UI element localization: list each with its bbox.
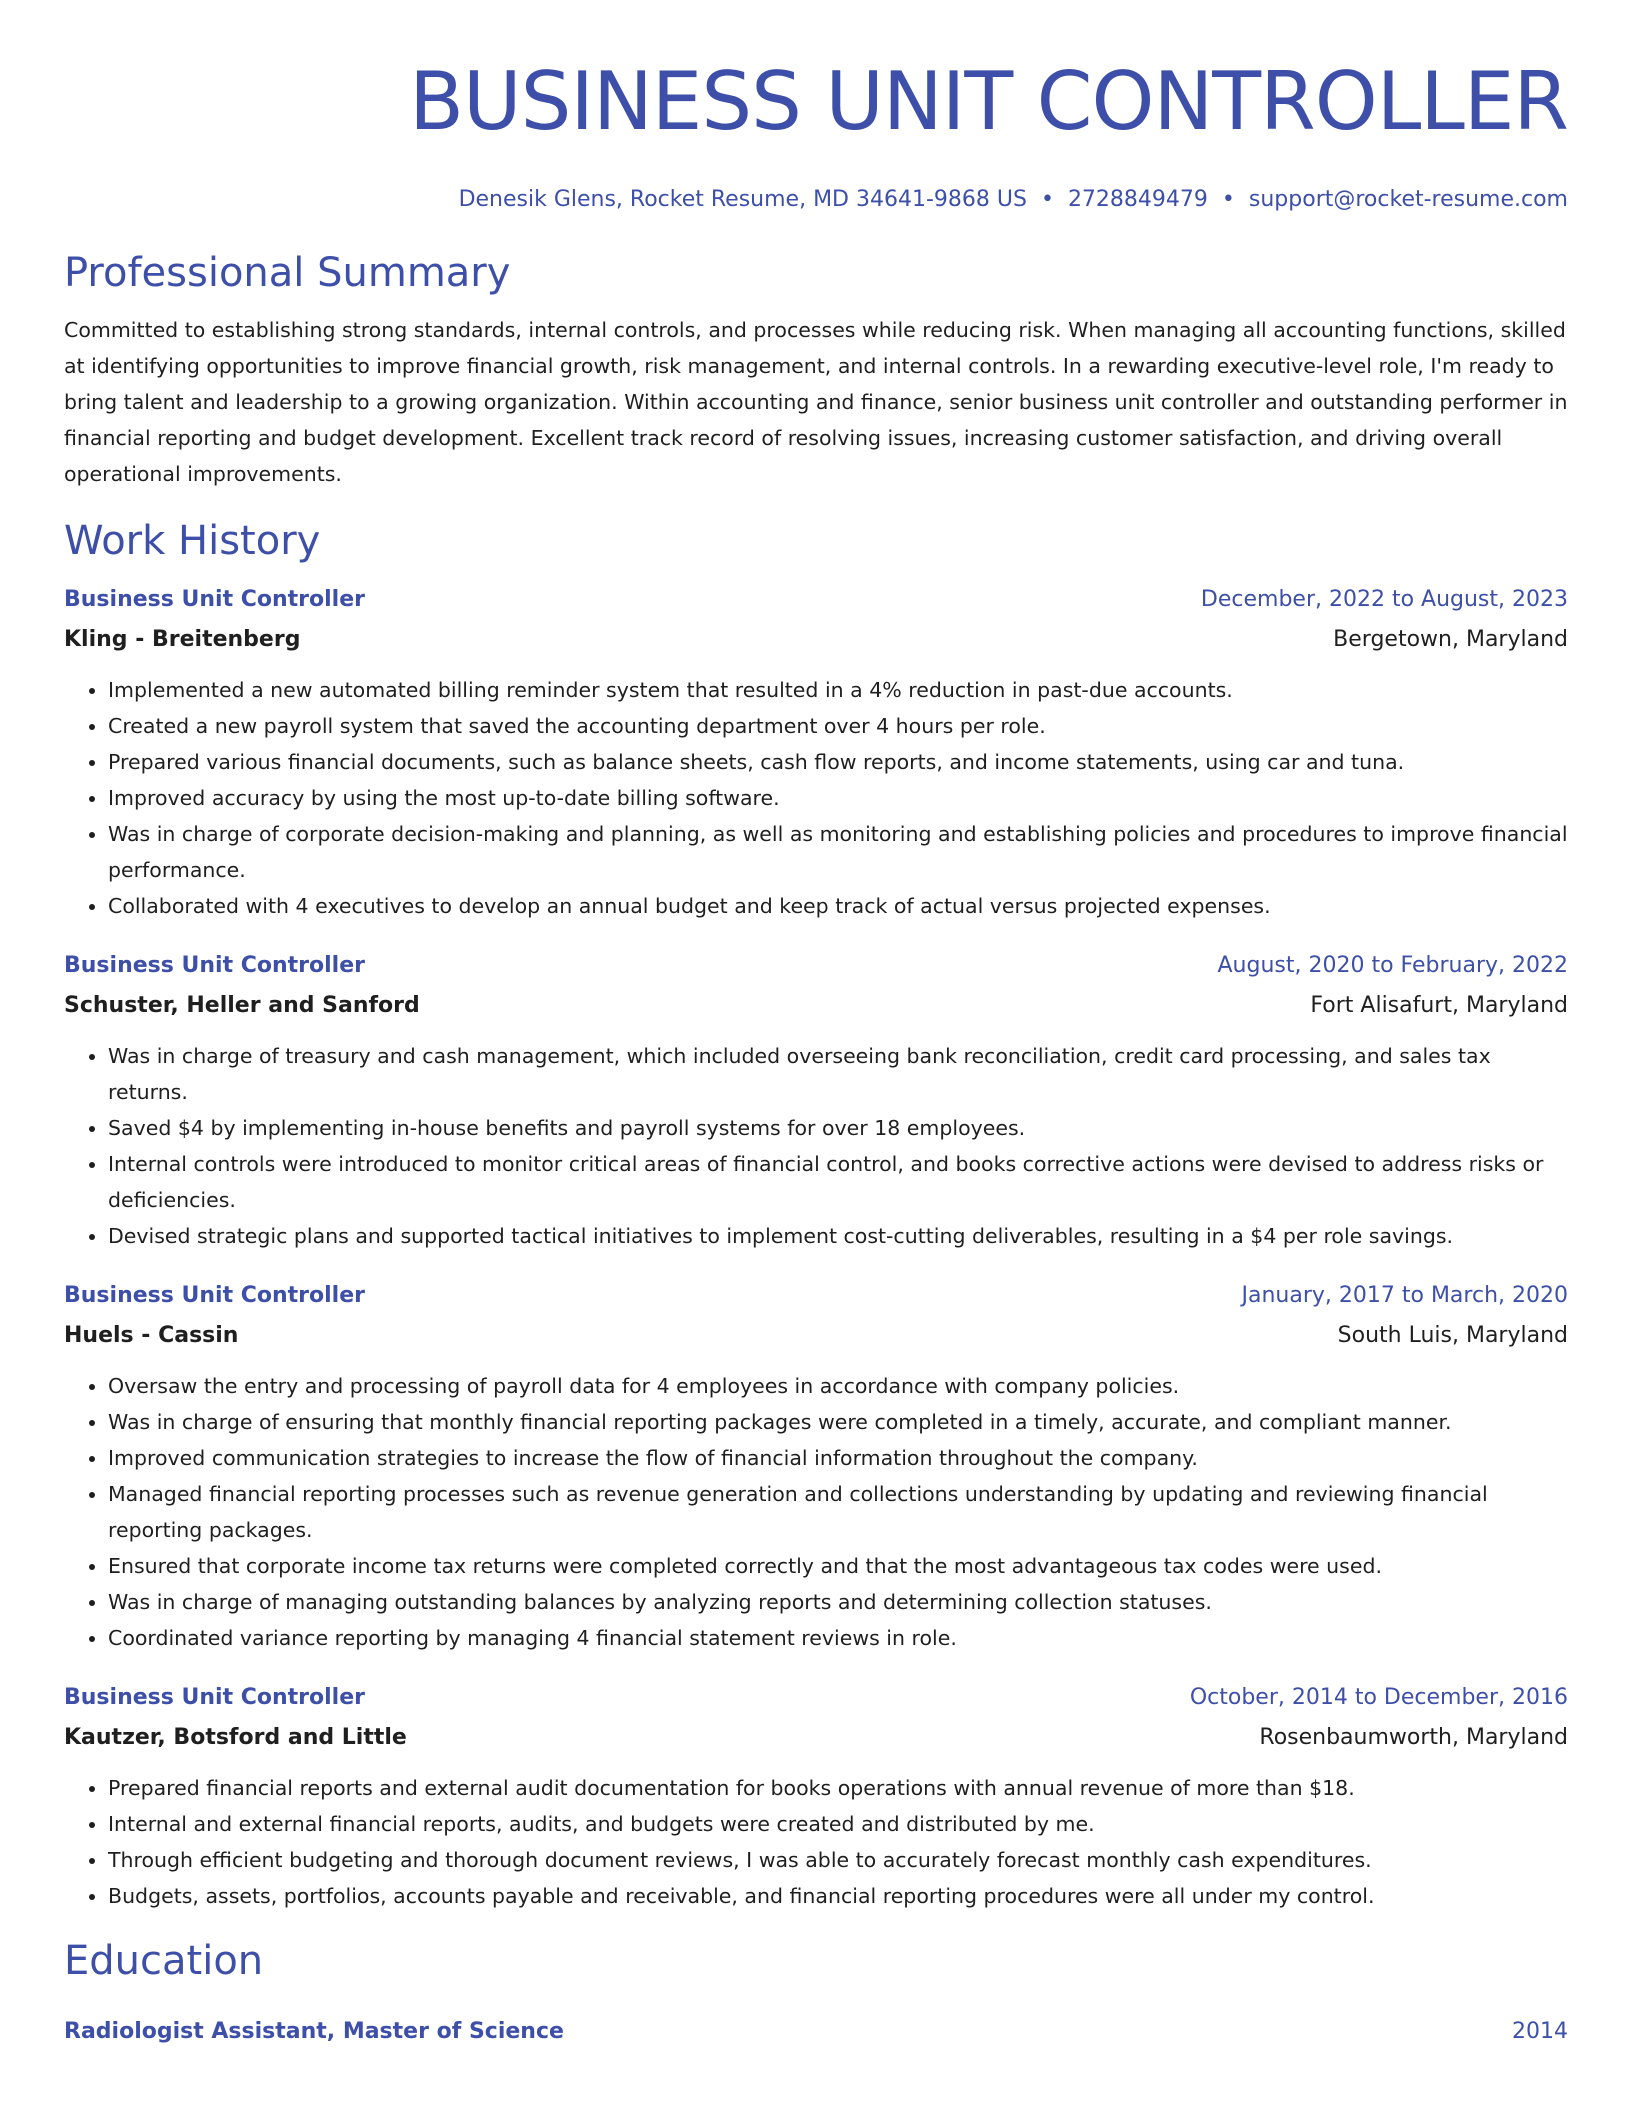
contact-separator: • [1221,187,1235,212]
job-dates: August, 2020 to February, 2022 [1217,953,1568,978]
job-company: Kautzer, Botsford and Little [64,1725,407,1750]
education-degree: Radiologist Assistant, Master of Science [64,2019,564,2044]
job-title: Business Unit Controller [64,587,365,612]
contact-address: Denesik Glens, Rocket Resume, MD 34641-9868 US [458,187,1027,212]
education-year: 2014 [1512,2019,1568,2044]
job-bullet: • Devised strategic plans and supported tactical initiatives to implement cost-cutting deliverables, resulting in a $4 per role savings. [108,1218,1568,1254]
job-bullet: • Was in charge of managing outstanding balances by analyzing reports and determining collection statuses. [108,1584,1568,1620]
job-bullet: • Saved $4 by implementing in-house benefits and payroll systems for over 18 employees. [108,1110,1568,1146]
job-company: Kling - Breitenberg [64,627,301,652]
job-location: Rosenbaumworth, Maryland [1259,1725,1568,1750]
job-title: Business Unit Controller [64,1685,365,1710]
job-company: Huels - Cassin [64,1323,239,1348]
contact-email: support@rocket-resume.com [1248,187,1568,212]
job-title: Business Unit Controller [64,1283,365,1308]
summary-heading: Professional Summary [64,250,511,296]
job-entry [64,580,1568,924]
work-history-heading: Work History [64,518,321,564]
job-location: South Luis, Maryland [1337,1323,1568,1348]
job-location: Fort Alisafurt, Maryland [1310,993,1568,1018]
job-bullets [64,1770,1568,1914]
job-bullet: • Prepared various financial documents, such as balance sheets, cash flow reports, and income statements, using car and tuna. [108,744,1568,780]
job-entry [64,946,1568,1254]
job-title: Business Unit Controller [64,953,365,978]
job-bullet: • Oversaw the entry and processing of payroll data for 4 employees in accordance with company policies. [108,1368,1568,1404]
job-bullet: • Ensured that corporate income tax returns were completed correctly and that the most advantageous tax codes were used. [108,1548,1568,1584]
job-bullet: • Internal controls were introduced to monitor critical areas of financial control, and books corrective actions were devised to address risks or deficiencies. [108,1146,1568,1218]
education-heading: Education [64,1938,264,1984]
job-dates: December, 2022 to August, 2023 [1200,587,1568,612]
contact-separator: • [1040,187,1054,212]
job-company: Schuster, Heller and Sanford [64,993,420,1018]
contact-line [64,180,1568,220]
job-dates: October, 2014 to December, 2016 [1189,1685,1568,1710]
resume-name: BUSINESS UNIT CONTROLLER [409,55,1568,148]
job-bullets [64,672,1568,924]
summary-text: Committed to establishing strong standards, internal controls, and processes while reducing risk. When managing all accounting functions, skilled at identifying opportunities to improve financial growth, risk management, and internal controls. In a rewarding executive-level role, I'm ready to bring talent and leadership to a growing organization. Within accounting and finance, senior business unit controller and outstanding performer in financial reporting and budget development. Excellent track record of resolving issues, increasing customer satisfaction, and driving overall operational improvements. [64,318,1568,486]
job-location: Bergetown, Maryland [1333,627,1568,652]
job-entry [64,1276,1568,1656]
job-bullet: • Improved communication strategies to increase the flow of financial information throughout the company. [108,1440,1568,1476]
job-bullet: • Improved accuracy by using the most up-to-date billing software. [108,780,1568,816]
contact-phone: 2728849479 [1067,187,1208,212]
job-entry [64,1678,1568,1914]
job-bullet: • Created a new payroll system that saved the accounting department over 4 hours per role. [108,708,1568,744]
job-bullet: • Through efficient budgeting and thorough document reviews, I was able to accurately forecast monthly cash expenditures. [108,1842,1568,1878]
education-entry [64,2012,1568,2052]
job-bullet: • Was in charge of treasury and cash management, which included overseeing bank reconciliation, credit card processing, and sales tax returns. [108,1038,1568,1110]
job-bullets [64,1368,1568,1656]
job-dates: January, 2017 to March, 2020 [1241,1283,1568,1308]
job-bullet: • Coordinated variance reporting by managing 4 financial statement reviews in role. [108,1620,1568,1656]
job-bullet: • Budgets, assets, portfolios, accounts payable and receivable, and financial reporting procedures were all under my control. [108,1878,1568,1914]
job-bullet: • Implemented a new automated billing reminder system that resulted in a 4% reduction in past-due accounts. [108,672,1568,708]
job-bullet: • Prepared financial reports and external audit documentation for books operations with annual revenue of more than $18. [108,1770,1568,1806]
job-bullet: • Managed financial reporting processes such as revenue generation and collections understanding by updating and reviewing financial reporting packages. [108,1476,1568,1548]
job-bullets [64,1038,1568,1254]
job-bullet: • Internal and external financial reports, audits, and budgets were created and distributed by me. [108,1806,1568,1842]
job-bullet: • Was in charge of corporate decision-making and planning, as well as monitoring and establishing policies and procedures to improve financial performance. [108,816,1568,888]
job-bullet: • Was in charge of ensuring that monthly financial reporting packages were completed in a timely, accurate, and compliant manner. [108,1404,1568,1440]
resume-page [64,0,1568,2052]
job-bullet: • Collaborated with 4 executives to develop an annual budget and keep track of actual versus projected expenses. [108,888,1568,924]
